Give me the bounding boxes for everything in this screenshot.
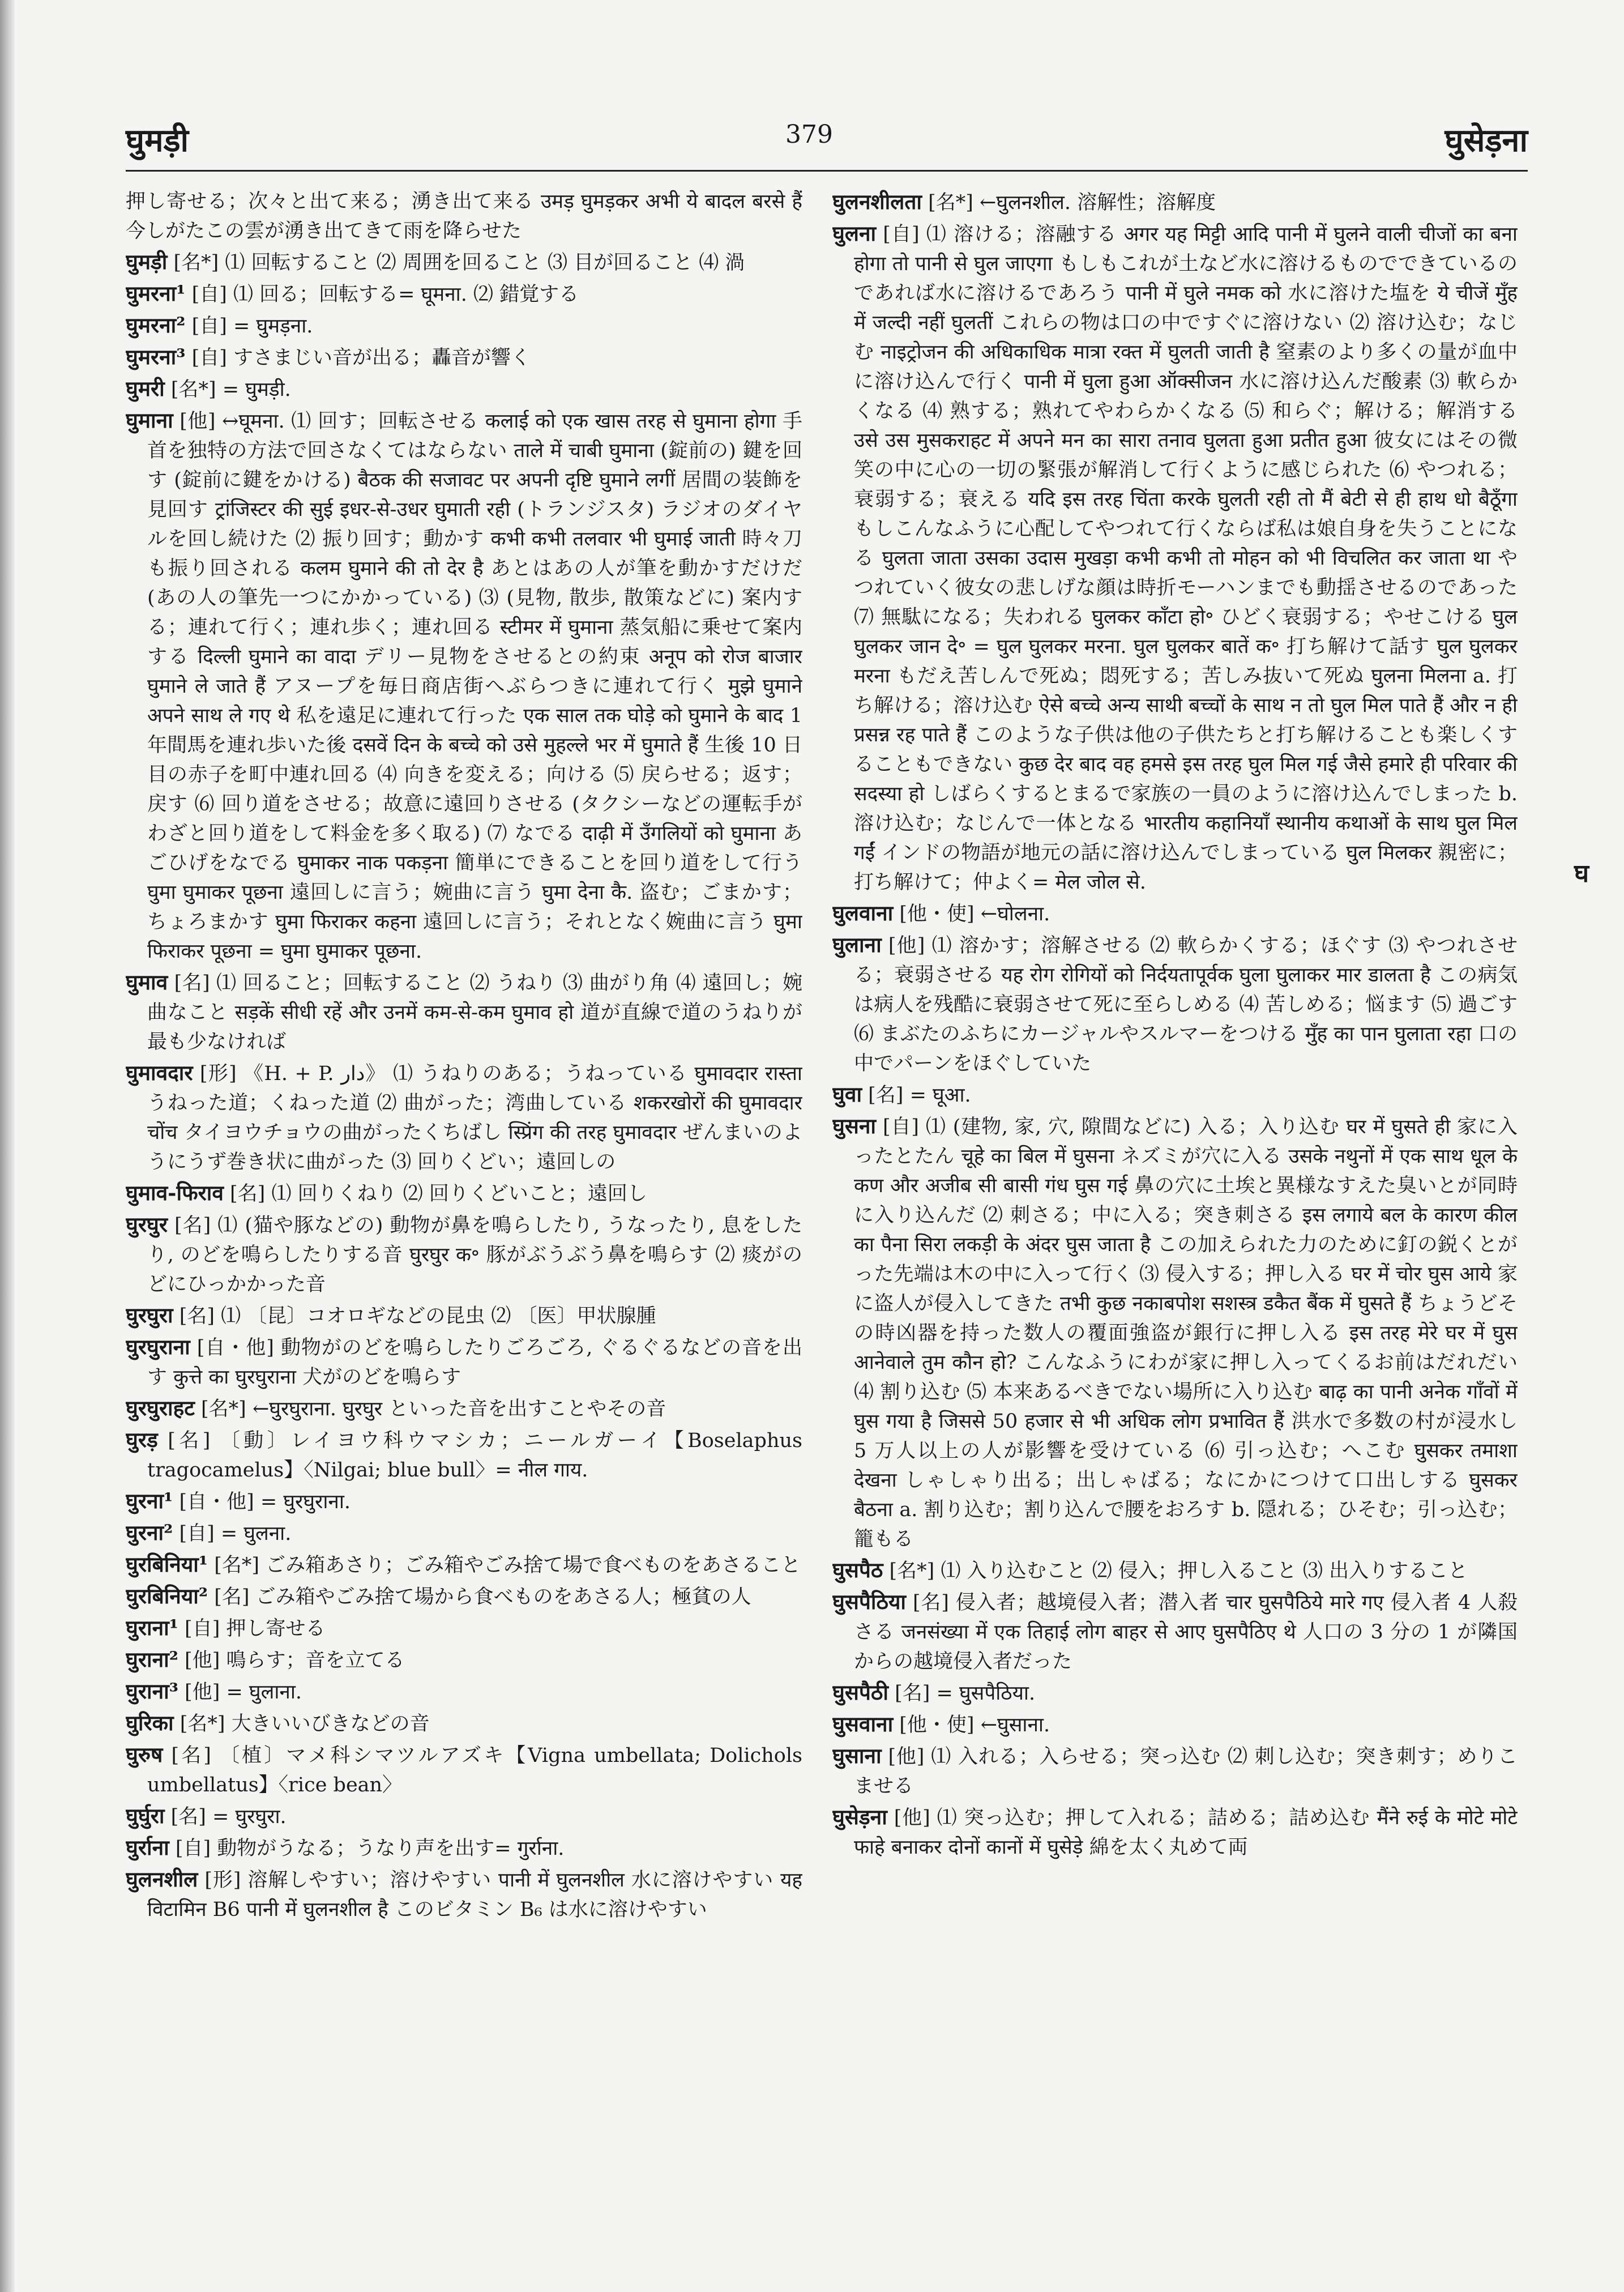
dictionary-entry <box>126 374 802 404</box>
entry-definition: [自・他] = घुरघुराना. <box>173 1491 351 1513</box>
dictionary-entry <box>832 1802 1518 1862</box>
dictionary-entry <box>126 1300 802 1331</box>
entry-definition: [名*] ごみ箱あさり；ごみ箱やごみ捨て場で食べものをあさること <box>208 1554 801 1577</box>
entry-headword: घुलनशील <box>126 1867 198 1892</box>
entry-headword: घुराना¹ <box>126 1615 178 1640</box>
dictionary-entry <box>126 310 802 341</box>
entry-headword: घुरबिनिया¹ <box>126 1552 208 1577</box>
entry-headword: घुसपैठी <box>832 1680 888 1705</box>
entry-headword: घुमाना <box>126 408 173 433</box>
entry-headword: घुमरना² <box>126 313 186 338</box>
entry-definition: [自] = घुलना. <box>173 1522 292 1545</box>
entry-headword: घुवा <box>832 1082 862 1107</box>
header-rule <box>126 170 1528 172</box>
dictionary-entry <box>126 1425 802 1485</box>
entry-definition: [名*] ⑴ 回転すること ⑵ 周囲を回ること ⑶ 目が回ること ⑷ 渦 <box>167 251 745 274</box>
entry-definition: [形] 溶解しやすい；溶けやすい पानी में घुलनशील 水に溶けやすい यह विटामिन B6 पानी में घुलनशील है このビタミン B₆ は水に溶けやすい <box>147 1869 802 1921</box>
entry-definition: [名*] 大きいいびきなどの音 <box>173 1713 430 1735</box>
dictionary-entry <box>126 1178 802 1209</box>
entry-definition: [他・使] ←घोलना. <box>893 903 1050 925</box>
entry-headword: घुसना <box>832 1113 876 1138</box>
dictionary-entry <box>832 898 1518 929</box>
entry-definition: [自・他] 動物がのどを鳴らしたりごろごろ, ぐるぐるなどの音を出す कुत्ते का घुरघुराना 犬がのどを鳴らす <box>147 1337 802 1389</box>
entry-headword: घुरिका <box>126 1710 174 1735</box>
dictionary-entry <box>832 1079 1518 1110</box>
entry-definition: 押し寄せる；次々と出て来る；湧き出て来る उमड़ घुमड़कर अभी ये बादल बरसे हैं 今しがたこの雲が湧き出てきて雨を降らせた <box>126 190 802 242</box>
entry-headword: घुलना <box>832 221 877 246</box>
entry-definition: [他・使] ←घुसाना. <box>893 1714 1050 1736</box>
entry-definition: [名] = घुरघुरा. <box>164 1806 287 1828</box>
entry-headword: घुसपैठिया <box>832 1589 907 1614</box>
entry-headword: घुमड़ी <box>126 249 168 274</box>
entry-definition: [名] = घूआ. <box>862 1084 971 1107</box>
entry-headword: घुरबिनिया² <box>126 1584 208 1608</box>
dictionary-entry <box>832 1587 1518 1676</box>
entry-definition: [名*] = घुमड़ी. <box>164 378 291 401</box>
dictionary-entry <box>832 930 1518 1078</box>
entry-definition: [他] ⑴ 溶かす；溶解させる ⑵ 軟らかくする；ほぐす ⑶ やつれさせる；衰弱させる यह रोग रोगियों को निर्दयतापूर्वक घुला घुलाकर मार डालता है この病気は病人を残酷に衰弱させて死に至らしめる ⑷ 苦しめる；悩ます ⑸ 過ごす ⑹ まぶたのふちにカージャルやスルマーをつける मुँह का पान घुलाता रहा 口の中でパーンをほぐしていた <box>854 934 1518 1075</box>
entry-headword: घुलनशीलता <box>832 189 922 214</box>
dictionary-entry <box>126 1740 802 1800</box>
running-head-right: घुसेड़ना <box>1444 122 1528 159</box>
thumb-index-letter: घ <box>1574 859 1589 888</box>
dictionary-entry <box>832 187 1518 217</box>
entry-definition: [名] ⑴ 〔昆〕コオロギなどの昆虫 ⑵ 〔医〕甲状腺腫 <box>173 1305 656 1328</box>
entry-headword: घुरुष <box>126 1742 163 1767</box>
entry-headword: घुसपैठ <box>832 1557 883 1582</box>
entry-definition: [名] ごみ箱やごみ捨て場から食べものをあさる人；極貧の人 <box>208 1586 751 1608</box>
left-column <box>126 187 802 2124</box>
dictionary-entry <box>126 1486 802 1517</box>
entry-definition: [名] ⑴ 回ること；回転すること ⑵ うねり ⑶ 曲がり角 ⑷ 遠回し；婉曲なこと सड़कें सीधी रहें और उनमें कम-से-कम घुमाव हो 道が直線で道のうねりが最も少なければ <box>147 972 802 1053</box>
dictionary-entry <box>832 1741 1518 1801</box>
entry-headword: घुरघुराना <box>126 1334 190 1359</box>
entry-headword: घुराना³ <box>126 1679 178 1704</box>
entry-headword: घुमरी <box>126 376 165 401</box>
entry-definition: [他] 鳴らす；音を立てる <box>178 1649 405 1672</box>
entry-headword: घुरघुरा <box>126 1303 173 1328</box>
entry-headword: घुमरना³ <box>126 344 186 369</box>
running-head-left: घुमड़ी <box>126 122 189 159</box>
entry-definition: [自] ⑴ 溶ける；溶融する अगर यह मिट्टी आदि पानी में घुलने वाली चीजों का बना होगा तो पानी से घुल जाएगा もしもこれが土など水に溶けるものでできているのであれば水に溶けるであろう पानी में घुले नमक को 水に溶けた塩を ये चीजें मुँह में जल्दी नहीं घुलतीं これらの物は口の中ですぐに溶けない ⑵ 溶け込む；なじむ नाइट्रोजन की अधिकाधिक मात्रा रक्त में घुलती जाती है 窒素のより多くの量が血中に溶け込んで行く पानी में घुला हुआ ऑक्सीजन 水に溶け込んだ酸素 ⑶ 軟らかくなる ⑷ 熟する；熟れてやわらかくなる ⑸ 和らぐ；解ける；解消する उसे उस मुसकराहट में अपने मन का सारा तनाव घुलता हुआ प्रतीत हुआ 彼女にはその微笑の中に心の一切の緊張が解消して行くように感じられた ⑹ やつれる；衰弱する；衰える यदि इस तरह चिंता करके घुलती रही तो मैं बेटी से ही हाथ धो बैठूँगा もしこんなふうに心配してやつれて行くならば私は娘自身を失うことになる घुलता जाता उसका उदास मुखड़ा कभी कभी तो मोहन को भी विचलित कर जाता था やつれていく彼女の悲しげな顔は時折モーハンまでも動揺させるのであった ⑺ 無駄になる；失われる घुलकर काँटा हो॰ ひどく衰弱する；やせこける घुल घुलकर जान दे॰ = घुल घुलकर मरना. घुल घुलकर बातें क॰ 打ち解けて話す घुल घुलकर मरना もだえ苦しんで死ぬ；悶死する；苦しみ抜いて死ぬ घुलना मिलना a. 打ち解ける；溶け込む ऐसे बच्चे अन्य साथी बच्चों के साथ न तो घुल मिल पाते हैं और न ही प्रसन्न रह पाते हैं このような子供は他の子供たちと打ち解けることも楽しくすることもできない कुछ देर बाद वह हमसे इस तरह घुल मिल गई जैसे हमारे ही परिवार की सदस्या हो しばらくするとまるで家族の一員のように溶け込んでしまった b. 溶け込む；なじんで一体となる भारतीय कहानियाँ स्थानीय कथाओं के साथ घुल मिल गईं インドの物語が地元の話に溶け込んでしまっている घुल मिलकर 親密に；打ち解けて；仲よく= मेल जोल से. <box>854 223 1518 894</box>
entry-definition: [自] 動物がうなる；うなり声を出す= गुर्राना. <box>169 1837 565 1860</box>
dictionary-entry <box>126 187 802 246</box>
dictionary-entry <box>126 1645 802 1675</box>
entry-definition: [自] ⑴ 回る；回転する= घूमना. ⑵ 錯覚する <box>185 283 579 306</box>
entry-definition: [名] = घुसपैठिया. <box>888 1682 1036 1705</box>
entry-definition: [自] 押し寄せる <box>178 1617 326 1640</box>
dictionary-entry <box>126 1676 802 1707</box>
entry-definition: [自] すさまじい音が出る；轟音が響く <box>185 347 531 369</box>
entry-definition: [形] 《H. + P. دار》 ⑴ うねりのある；うねっている घुमावदार रास्ता うねった道；くねった道 ⑵ 曲がった；湾曲している शकरखोरों की घुमावदार चोंच タイヨウチョウの曲がったくちばし स्प्रिंग की तरह घुमावदार ぜんまいのようにうず巻き状に曲がった ⑶ 回りくどい；遠回しの <box>147 1062 802 1173</box>
dictionary-entry <box>126 1613 802 1644</box>
entry-definition: [名*] ←घुलनशील. 溶解性；溶解度 <box>922 191 1216 214</box>
entry-definition: [自] = घुमड़ना. <box>185 315 313 338</box>
dictionary-entry <box>126 1518 802 1548</box>
entry-headword: घुरघुर <box>126 1212 168 1237</box>
dictionary-entry <box>126 406 802 966</box>
entry-headword: घुराना² <box>126 1647 178 1672</box>
dictionary-entry <box>126 1581 802 1612</box>
entry-definition: [他] ⑴ 入れる；入らせる；突っ込む ⑵ 刺し込む；突き刺す；めりこませる <box>854 1745 1518 1798</box>
dictionary-entry <box>126 1801 802 1832</box>
entry-headword: घुरना¹ <box>126 1488 173 1513</box>
entry-definition: [自] ⑴ (建物, 家, 穴, 隙間などに) 入る；入り込む घर में घुसते ही 家に入ったとたん चूहे का बिल में घुसना ネズミが穴に入る उसके नथुनों में एक साथ धूल के कण और अजीब सी बासी गंध घुस गई 鼻の穴に土埃と異様なすえた臭いとが同時に入り込んだ ⑵ 刺さる；中に入る；突き刺さる इस लगाये बल के कारण कील का पैना सिरा लकड़ी के अंदर घुस जाता है この加えられた力のために釘の鋭くとがった先端は木の中に入って行く ⑶ 侵入する；押し入る घर में चोर घुस आये 家に盗人が侵入してきた तभी कुछ नकाबपोश सशस्त्र डकैत बैंक में घुसते हैं ちょうどその時凶器を持った数人の覆面強盗が銀行に押し入る इस तरह मेरे घर में घुस आनेवाले तुम कौन हो? こんなふうにわが家に押し入ってくるお前はだれだい ⑷ 割り込む ⑸ 本来あるべきでない場所に入り込む बाढ़ का पानी अनेक गाँवों में घुस गया है जिससे 50 हजार से भी अधिक लोग प्रभावित हैं 洪水で多数の村が浸水し 5 万人以上の人が影響を受けている ⑹ 引っ込む；へこむ घुसकर तमाशा देखना しゃしゃり出る；出しゃばる；なにかにつけて口出しする घुसकर बैठना a. 割り込む；割り込んで腰をおろす b. 隠れる；ひそむ；引っ込む；籠もる <box>854 1116 1518 1551</box>
entry-definition: [他] ↔घूमना. ⑴ 回す；回転させる कलाई को एक खास तरह से घुमाना होगा 手首を独特の方法で回さなくてはならない ताले में चाबी घुमाना (錠前の) 鍵を回す (錠前に鍵をかける) बैठक की सजावट पर अपनी दृष्टि घुमाने लगीं 居間の装飾を見回す ट्रांजिस्टर की सुई इधर-से-उधर घुमाती रही (トランジスタ) ラジオのダイヤルを回し続けた ⑵ 振り回す；動かす कभी कभी तलवार भी घुमाई जाती 時々刀も振り回される कलम घुमाने की तो देर है あとはあの人が筆を動かすだけだ (あの人の筆先一つにかかっている) ⑶ (見物, 散歩, 散策などに) 案内する；連れて行く；連れ歩く；連れ回る स्टीमर में घुमाना 蒸気船に乗せて案内する दिल्ली घुमाने का वादा デリー見物をさせるとの約束 अनूप को रोज बाजार घुमाने ले जाते हैं アヌープを毎日商店街へぶらつきに連れて行く मुझे घुमाने अपने साथ ले गए थे 私を遠足に連れて行った एक साल तक घोड़े को घुमाने के बाद 1 年間馬を連れ歩いた後 दसवें दिन के बच्चे को उसे मुहल्ले भर में घुमाते हैं 生後 10 日目の赤子を町中連れ回る ⑷ 向きを変える；向ける ⑸ 戻らせる；返す；戻す ⑹ 回り道をさせる；故意に遠回りさせる (タクシーなどの運転手がわざと回り道をして料金を多く取る) ⑺ なでる दाढ़ी में उँगलियों को घुमाना あごひげをなでる घुमाकर नाक पकड़ना 簡単にできることを回り道をして行う घुमा घुमाकर पूछना 遠回しに言う；婉曲に言う घुमा देना कै. 盗む；ごまかす；ちょろまかす घुमा फिराकर कहना 遠回しに言う；それとなく婉曲に言う घुमा फिराकर पूछना = घुमा घुमाकर पूछना. <box>147 410 802 963</box>
dictionary-entry <box>832 219 1518 897</box>
entry-definition: [名] 侵入者；越境侵入者；潜入者 चार घुसपैठिये मारे गए 侵入者 4 人殺さる जनसंख्या में एक तिहाई लोग बाहर से आए घुसपैठिए थे 人口の 3 分の 1 が隣国からの越境侵入者だった <box>854 1591 1518 1673</box>
dictionary-entry <box>126 1210 802 1299</box>
dictionary-entry <box>126 1058 802 1177</box>
dictionary-entry <box>126 1864 802 1924</box>
entry-headword: घुलाना <box>832 932 882 957</box>
entry-headword: घुलवाना <box>832 900 894 925</box>
dictionary-entry <box>126 1833 802 1863</box>
entry-definition: [名*] ⑴ 入り込むこと ⑵ 侵入；押し入ること ⑶ 出入りすること <box>883 1560 1468 1582</box>
entry-headword: घुमावदार <box>126 1060 193 1085</box>
entry-headword: घुसाना <box>832 1743 882 1768</box>
dictionary-entry <box>832 1111 1518 1554</box>
entry-definition: [名] ⑴ (猫や豚などの) 動物が鼻を鳴らしたり, うなったり, 息をしたり, のどを鳴らしたりする音 घुरघुर क॰ 豚がぶうぶう鼻を鳴らす ⑵ 痰がのどにひっかかった音 <box>147 1214 802 1296</box>
entry-headword: घुर्राना <box>126 1835 169 1860</box>
dictionary-entry <box>832 1709 1518 1740</box>
entry-headword: घुमरना¹ <box>126 281 186 306</box>
page-number: 379 <box>785 120 833 149</box>
entry-headword: घुरना² <box>126 1520 173 1545</box>
dictionary-entry <box>126 279 802 309</box>
entry-definition: [名] 〔植〕マメ科シマツルアズキ【Vigna umbellata; Dolichols umbellatus】〈rice bean〉 <box>147 1744 802 1796</box>
entry-definition: [他] = घुलाना. <box>178 1681 302 1704</box>
dictionary-entry <box>126 1332 802 1392</box>
dictionary-entry <box>126 1708 802 1739</box>
scan-edge <box>0 0 15 2292</box>
page-header <box>91 113 1528 176</box>
dictionary-entry <box>126 1550 802 1580</box>
dictionary-entry <box>126 342 802 373</box>
dictionary-entry <box>832 1555 1518 1586</box>
entry-definition: [名] ⑴ 回りくねり ⑵ 回りくどいこと；遠回し <box>223 1183 647 1205</box>
entry-headword: घुरघुराहट <box>126 1395 195 1420</box>
entry-headword: घुमाव-फिराव <box>126 1180 224 1205</box>
entry-headword: घुमाव <box>126 970 168 995</box>
entry-definition: [他] ⑴ 突っ込む；押して入れる；詰める；詰め込む मैंने रुई के मोटे मोटे फाहे बनाकर दोनों कानों में घुसेड़े 綿を太く丸めて両 <box>854 1807 1518 1859</box>
entry-definition: [名] 〔動〕レイヨウ科ウマシカ；ニールガーイ【Boselaphus tragocamelus】〈Nilgai; blue bull〉= नील गाय. <box>147 1429 802 1482</box>
entry-headword: घुर्घुरा <box>126 1803 165 1828</box>
entry-headword: घुसेड़ना <box>832 1804 887 1829</box>
dictionary-entry <box>832 1678 1518 1708</box>
right-column <box>832 187 1518 2124</box>
entry-headword: घुसवाना <box>832 1711 894 1736</box>
dictionary-entry <box>126 967 802 1057</box>
dictionary-entry <box>126 247 802 278</box>
entry-definition: [名*] ←घुरघुराना. घुरघुर といった音を出すことやその音 <box>194 1398 666 1420</box>
entry-headword: घुरड़ <box>126 1427 158 1452</box>
dictionary-entry <box>126 1393 802 1424</box>
